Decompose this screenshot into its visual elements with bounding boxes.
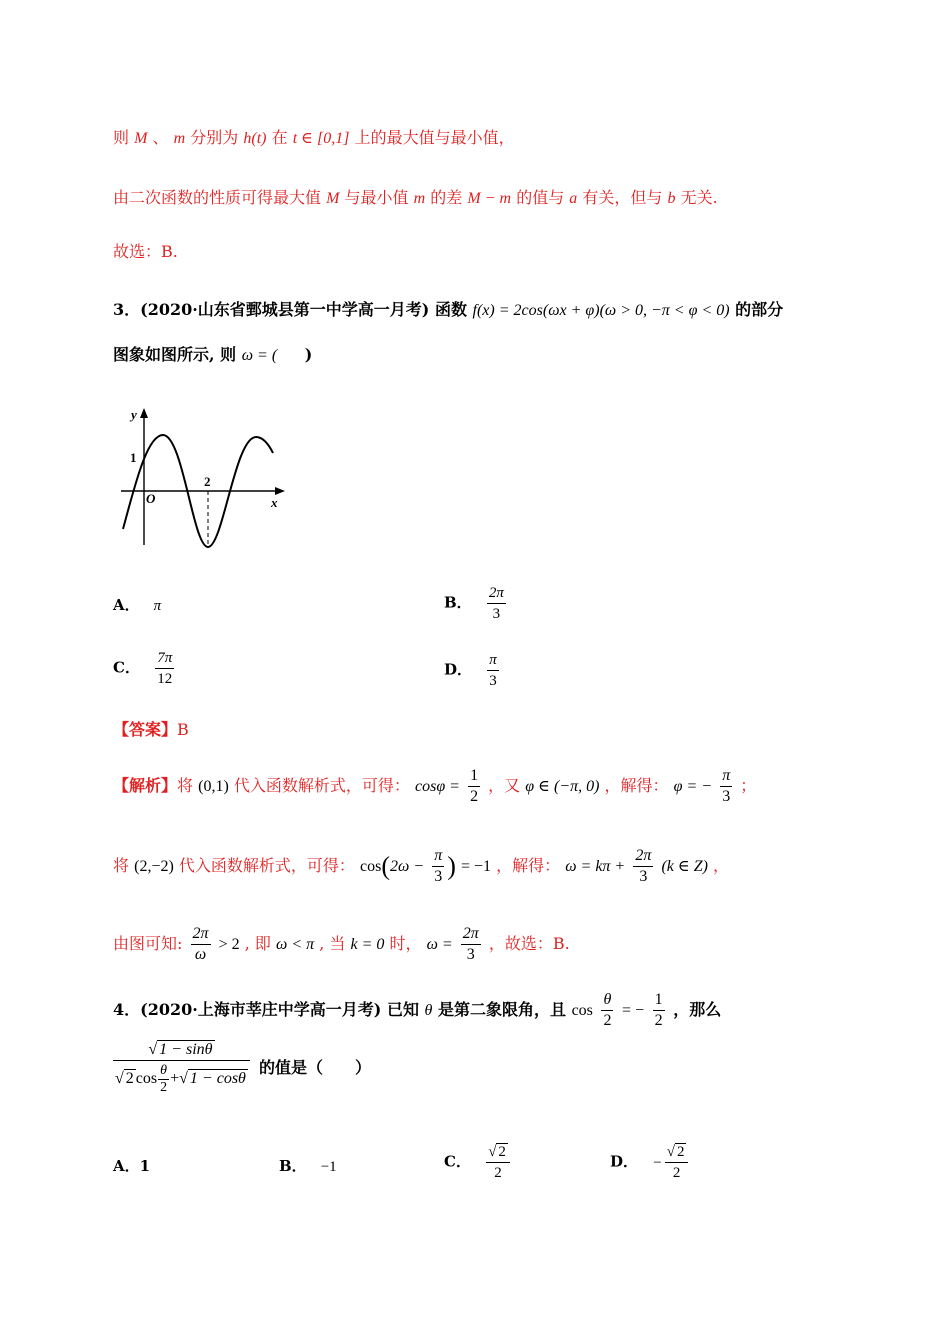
text: 有关，但与 [582,188,663,207]
denominator: 2 [654,1012,663,1029]
option-label: D． [444,660,473,679]
option-label: A． [113,1157,140,1175]
denominator: 3 [466,946,475,963]
math-solution: ω = kπ + [565,858,626,875]
denominator: 3 [489,673,497,689]
q4-option-c[interactable] [444,1142,513,1183]
denominator: 3 [434,868,443,885]
paren-close: ) [447,851,456,881]
math-function: f(x) = 2cos(ωx + φ)(ω > 0, −π < φ < 0) [472,302,730,319]
y-axis-arrow [140,408,148,418]
math-m: m [173,130,186,147]
text: ，那么 [673,1000,722,1019]
text: 由二次函数的性质可得最大值 [113,188,322,207]
solution-line-1 [113,128,515,149]
option-label: B． [444,593,472,612]
text: 无关. [680,188,718,207]
option-label: D． [610,1152,639,1171]
text: ，又 [488,776,521,795]
text: 代入函数解析式，可得： [233,776,410,795]
numerator: 2π [191,924,211,945]
denominator: 12 [157,671,173,687]
denominator: 3 [722,788,731,805]
option-label: B． [279,1157,307,1175]
fraction [155,648,174,689]
fraction [486,1142,510,1183]
question-source: 3．(2020·山东省鄄城县第一中学高一月考) 函数 [113,300,467,319]
origin-label: O [146,491,156,506]
math-eq: cosφ = [414,778,460,795]
math-b: b [667,190,676,207]
fraction [487,583,506,624]
q4-option-a[interactable] [113,1155,150,1176]
answer-line [113,720,189,740]
math-theta: θ [424,1002,433,1019]
tick-2: 2 [204,474,211,489]
math-cos: cos [360,858,382,875]
question-4-stem [113,990,721,1031]
q4-option-b[interactable] [279,1155,337,1176]
text: ，解得： [496,856,561,875]
numerator: θ [158,1063,169,1080]
math-a: a [569,190,578,207]
option-label: C． [444,1152,471,1171]
solution-line-3: 故选：B. [113,242,178,261]
cosine-graph [113,405,293,555]
denominator: 2 [470,788,479,805]
numerator: 2π [633,846,653,867]
math-cos: cos [135,1070,158,1088]
numerator: √ 2 [486,1142,510,1163]
text: 分别为 [190,128,239,147]
fraction [720,766,732,807]
math-range: φ ∈ (−π, 0) [525,778,600,795]
numerator: 7π [155,648,174,669]
paren-open: ( [381,851,390,881]
radicand: 2 [125,1070,134,1088]
option-value: π [153,598,162,614]
option-label: A． [113,596,140,614]
answer-value: B [177,720,189,739]
numerator: 1 [653,990,665,1011]
denominator: 2 [672,1165,681,1181]
math-m: m [413,190,426,207]
math-omega: ω = ( [241,347,278,364]
x-axis-arrow [275,487,285,495]
denominator: 2 [160,1080,168,1095]
fraction [487,650,499,691]
option-value: 1 [139,1157,151,1175]
text: 是第二象限角，且 [437,1000,566,1019]
math-M: M [134,130,148,147]
fraction [665,1142,689,1183]
math-difference: M − m [467,190,512,207]
math-eq: = −1 [460,858,492,875]
math-interval: t ∈ [0,1] [292,130,350,147]
math-point: (2,−2) [134,858,174,875]
text: 在 [271,128,288,147]
math-M: M [326,190,340,207]
math-ineq: > 2 [218,936,240,953]
text: , 当 [319,934,346,953]
text: 、 [152,128,169,147]
analysis-line-3 [113,924,570,965]
option-value: −1 [320,1159,337,1175]
question-3-stem [113,300,783,321]
text: 的部分 [735,300,784,319]
analysis-line-1 [113,766,756,807]
text: 代入函数解析式，可得： [178,856,355,875]
math-ineq: ω < π [276,936,315,953]
option-label: C． [113,658,140,677]
minus-sign: − [653,1154,662,1171]
numerator: √ 2 [665,1142,689,1163]
denominator: √ 2 cos $\frac{\theta}{2}$ +√ 1 − cosθ [115,1063,246,1095]
fraction [158,1063,169,1096]
plus: + [170,1070,180,1088]
text: 的值是（ ） [259,1058,372,1077]
text: 与最小值 [344,188,409,207]
text: 时， [389,934,422,953]
text: ，解得： [604,776,669,795]
math-k: k = 0 [350,936,385,953]
numerator: 2π [487,583,506,604]
question-source: 4．(2020·上海市莘庄中学高一月考) 已知 [113,1000,419,1019]
math-phi: φ = − [673,778,713,795]
text: 的差 [430,188,463,207]
q3-option-b[interactable] [444,583,509,624]
denominator: ω [194,946,207,963]
math-condition: (k ∈ Z) [661,858,708,875]
denominator: 3 [639,868,648,885]
text: , 即 [244,934,271,953]
answer-tag: 【答案】 [113,720,178,739]
denominator: 2 [494,1165,502,1181]
numerator: π [487,650,499,671]
text: ； [740,776,757,795]
fraction [601,990,613,1031]
fraction [191,924,211,965]
fraction [468,766,480,807]
numerator: 2π [461,924,481,945]
fraction [461,924,481,965]
text: 由图可知: [113,934,183,953]
numerator: θ [601,990,613,1011]
fraction [633,846,653,887]
big-fraction [113,1040,250,1096]
text: 则 [113,128,130,147]
math-h-t: h(t) [243,130,267,147]
analysis-line-2 [113,846,729,887]
text: ， [713,856,730,875]
radicand: 2 [676,1144,685,1160]
numerator: π [432,846,444,867]
y-label: y [131,407,137,422]
text: 的值与 [516,188,565,207]
text: 上的最大值与最小值， [354,128,515,147]
q4-option-d[interactable] [610,1142,691,1183]
x-label: x [271,495,278,510]
analysis-tag: 【解析】 [113,776,178,795]
denominator: 3 [492,606,501,622]
text: 将 [177,776,194,795]
solution-line-2 [113,188,718,209]
radicand: 2 [498,1144,506,1160]
text: ) [304,345,313,364]
tick-1: 1 [130,450,137,465]
numerator: √ 1 − sinθ [113,1040,250,1061]
text: ，故选：B. [488,934,570,953]
q3-option-a[interactable] [113,594,161,615]
radicand: 1 − sinθ [159,1041,213,1058]
question-3-stem-2 [113,345,312,366]
math-eq: = − [622,1002,645,1019]
fraction [432,846,444,887]
fraction [653,990,665,1031]
q3-option-c[interactable] [113,648,177,689]
numerator: π [720,766,732,787]
text: 将 [113,856,130,875]
denominator: 2 [603,1012,612,1029]
text: 图象如图所示, 则 [113,345,237,364]
numerator: 1 [468,766,480,787]
math-inner: 2ω − [390,858,425,875]
math-omega: ω = [426,936,453,953]
radicand: 1 − cosθ [189,1070,246,1088]
math-cos: cos [571,1002,593,1019]
math-point: (0,1) [198,778,229,795]
question-4-expression [113,1040,371,1096]
q3-option-d[interactable] [444,650,502,691]
